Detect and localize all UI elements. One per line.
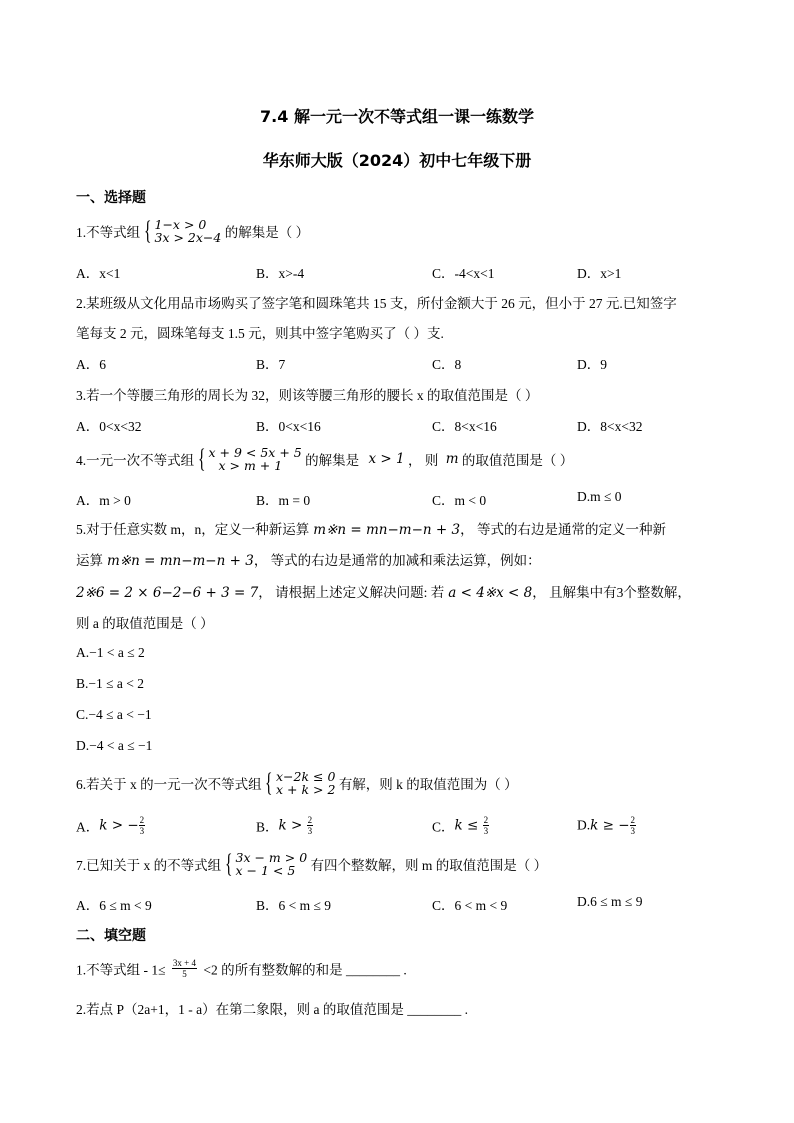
option-b: B．6 < m ≤ 9 [256, 898, 332, 913]
option-c: C．-4<x<1 [432, 266, 495, 281]
denominator: 3 [307, 826, 313, 836]
text: ， 等式的右边是通常的加减和乘法运算，例如： [253, 553, 541, 568]
expression: a < 4※x < 8 [448, 585, 533, 601]
option-c: C．8<x<16 [432, 419, 497, 434]
question-6-prefix: 6.若关于 x 的一元一次不等式组 [76, 777, 262, 792]
option-b: B．x>-4 [256, 266, 305, 281]
solution-set: x > 1 [368, 451, 405, 467]
option-c: C.−4 ≤ a < −1 [76, 707, 152, 722]
inequality-system: { x + 9 < 5x + 5 x > m + 1 [197, 444, 302, 473]
question-4-prefix: 4.一元一次不等式组 [76, 453, 195, 468]
question-5-line-3 [76, 581, 691, 601]
question-4-mid: 的解集是 [305, 453, 360, 468]
question-5-line-4: 则 a 的取值范围是（ ） [76, 616, 214, 631]
system-line-2: x − 1 < 5 [235, 863, 296, 878]
section-choice-heading: 一、选择题 [76, 190, 146, 206]
inequality-system: { x−2k ≤ 0 x + k > 2 [265, 768, 336, 797]
expression: k > − [99, 817, 139, 834]
option-a [76, 815, 145, 836]
option-d: D．x>1 [577, 266, 622, 281]
expression: m※n = mn−m−n + 3 [107, 553, 254, 569]
text: 5.对于任意实数 m，n，定义一种新运算 [76, 522, 310, 537]
option-a: A．m > 0 [76, 493, 131, 508]
fraction [139, 815, 146, 836]
numerator: 2 [139, 815, 145, 825]
fraction [483, 815, 490, 836]
question-4-mid-2: ， 则 [407, 453, 439, 468]
fraction [307, 815, 314, 836]
system-line-2: x > m + 1 [218, 458, 283, 473]
question-6-suffix: 有解，则 k 的取值范围为（ ） [338, 777, 518, 792]
system-line-1: 3x − m > 0 [235, 850, 308, 865]
option-b: B．0<x<16 [256, 419, 321, 434]
fill-question-2: 2.若点 P（2a+1，1 - a）在第二象限，则 a 的取值范围是 ________ . [76, 1002, 468, 1017]
denominator: 3 [483, 826, 489, 836]
option-b: B．7 [256, 357, 286, 372]
option-d [577, 815, 636, 836]
question-4-suffix: 的取值范围是（ ） [461, 453, 574, 468]
numerator: 2 [483, 815, 489, 825]
section-fill-heading: 二、填空题 [76, 928, 146, 944]
variable-m: m [445, 451, 459, 467]
page-subtitle: 华东师大版（2024）初中七年级下册 [262, 151, 532, 170]
option-b: B．m = 0 [256, 493, 311, 508]
option-c: C．6 < m < 9 [432, 898, 508, 913]
question-2-line-2: 笔每支 2 元，圆珠笔每支 1.5 元，则其中签字笔购买了（ ）支. [76, 326, 444, 341]
question-7-suffix: 有四个整数解，则 m 的取值范围是（ ） [310, 858, 548, 873]
text: ， 且解集中有3个整数解， [532, 585, 691, 600]
question-5-line-1 [76, 518, 666, 538]
option-d: D.6 ≤ m ≤ 9 [577, 894, 643, 909]
system-line-1: x−2k ≤ 0 [276, 769, 336, 784]
option-d: D．8<x<32 [577, 419, 643, 434]
option-label: A． [76, 819, 100, 835]
expression: k ≥ − [590, 817, 630, 834]
option-label: B． [256, 819, 279, 835]
text: 1.不等式组 - 1≤ [76, 962, 166, 978]
question-4 [76, 446, 573, 472]
denominator: 3 [630, 826, 636, 836]
denominator: 3 [139, 826, 145, 836]
question-1-suffix: 的解集是（ ） [224, 225, 310, 240]
numerator: 3x + 4 [172, 958, 196, 968]
question-5-line-2 [76, 549, 541, 569]
option-c: C．m < 0 [432, 493, 487, 508]
option-d: D.−4 < a ≤ −1 [76, 738, 153, 753]
page-title: 7.4 解一元一次不等式组一课一练数学 [260, 107, 534, 126]
expression: k ≤ [454, 817, 483, 834]
text: ， 请根据上述定义解决问题: 若 [258, 585, 445, 600]
inequality-system: { 1−x > 0 3x > 2x−4 [143, 216, 222, 245]
inequality-system: { 3x − m > 0 x − 1 < 5 [224, 849, 308, 878]
question-2-line-1: 2.某班级从文化用品市场购买了签字笔和圆珠笔共 15 支，所付金额大于 26 元，但小于 27 元.已知签字 [76, 296, 677, 311]
fill-question-1 [76, 958, 407, 979]
option-d: D.m ≤ 0 [577, 489, 622, 504]
question-1-prefix: 1.不等式组 [76, 225, 141, 240]
option-b [256, 815, 313, 836]
option-a: A.−1 < a ≤ 2 [76, 645, 145, 660]
option-label: C． [432, 819, 455, 835]
fraction [630, 815, 637, 836]
text: <2 的所有整数解的和是 ________ . [203, 962, 407, 978]
system-line-2: 3x > 2x−4 [154, 230, 222, 245]
question-7 [76, 851, 547, 877]
option-label: D. [577, 817, 591, 833]
expression: 2※6 = 2 × 6−2−6 + 3 = 7 [76, 585, 259, 601]
option-a: A．6 [76, 357, 106, 372]
numerator: 2 [307, 815, 313, 825]
question-1 [76, 218, 309, 244]
text: ， 等式的右边是通常的定义一种新 [460, 522, 666, 537]
option-a: A．0<x<32 [76, 419, 142, 434]
numerator: 2 [630, 815, 636, 825]
system-line-2: x + k > 2 [276, 782, 336, 797]
option-c: C．8 [432, 357, 462, 372]
option-a: A．x<1 [76, 266, 121, 281]
fraction [172, 958, 197, 979]
question-7-prefix: 7.已知关于 x 的不等式组 [76, 858, 222, 873]
question-6 [76, 770, 518, 796]
system-line-1: 1−x > 0 [154, 217, 207, 232]
option-d: D．9 [577, 357, 607, 372]
system-line-1: x + 9 < 5x + 5 [208, 445, 302, 460]
text: 运算 [76, 553, 103, 568]
option-a: A．6 ≤ m < 9 [76, 898, 152, 913]
expression: k > [278, 817, 307, 834]
question-3: 3.若一个等腰三角形的周长为 32，则该等腰三角形的腰长 x 的取值范围是（ ） [76, 388, 539, 403]
denominator: 5 [182, 969, 187, 979]
expression: m※n = mn−m−n + 3 [313, 522, 461, 538]
option-c [432, 815, 489, 836]
option-b: B.−1 ≤ a < 2 [76, 676, 145, 691]
